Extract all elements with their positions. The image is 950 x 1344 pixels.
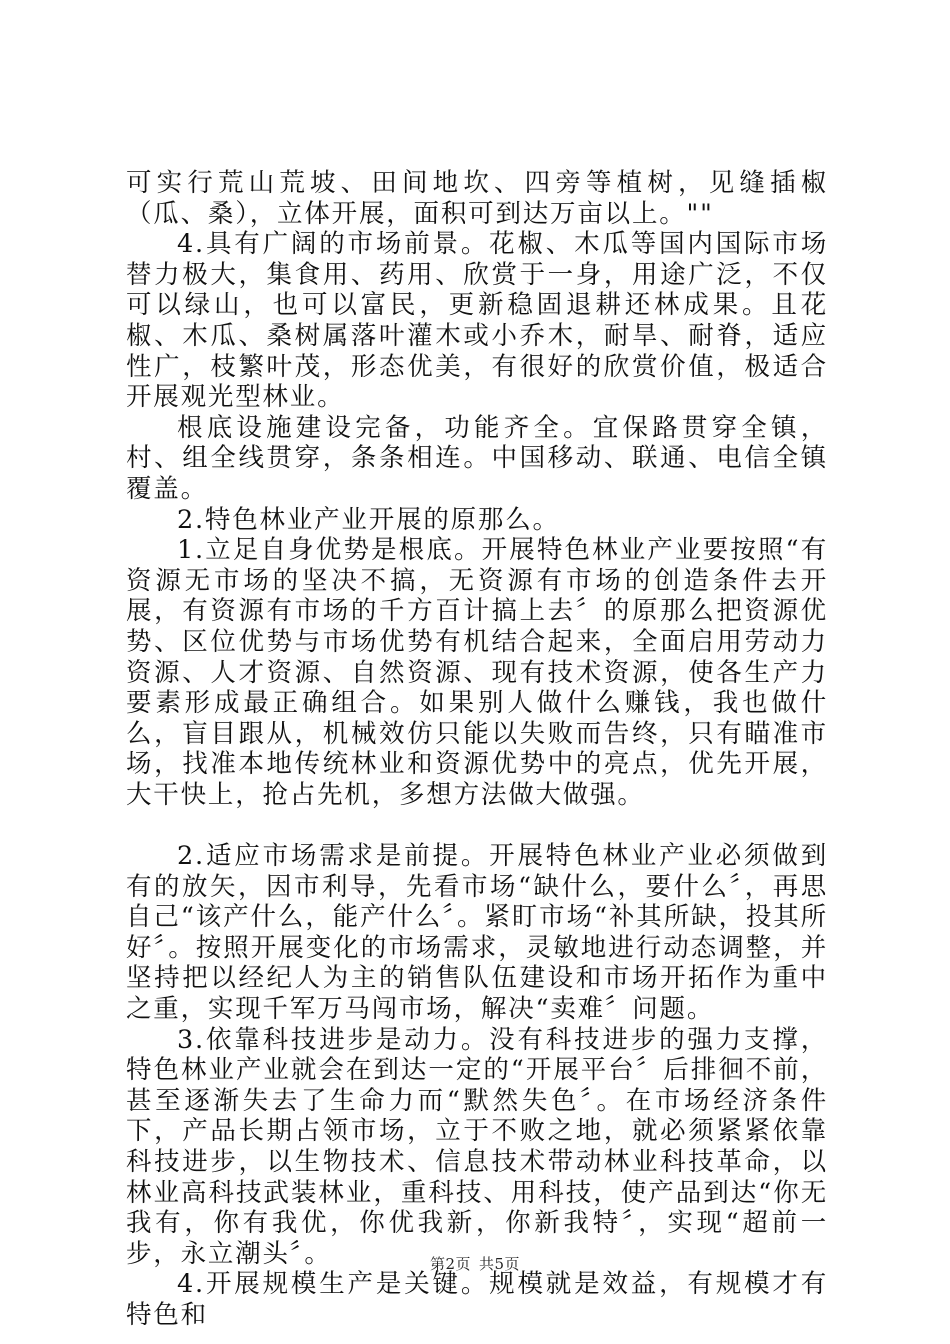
section-heading-principles: 2.特色林业产业开展的原那么。 [177,504,560,535]
paragraph-continuation: 可实行荒山荒坡、田间地坎、四旁等植树，见缝插椒（瓜、桑），立体开展，面积可到达万亩以上。"" [126,168,828,229]
paragraph-principle-3: 3.依靠科技进步是动力。没有科技进步的强力支撑，特色林业产业就会在到达一定的“开展平台〞后排徊不前，甚至逐渐失去了生命力而“默然失色〞。在市场经济条件下，产品长期占领市场，立于不败之地，就必须紧紧依靠科技进步，以生物技术、信息技术带动林业科技革命，以林业高科技武装林业，重科技、用科技，使产品到达“你无我有，你有我优，你优我新，你新我特〞，实现“超前一步，永立潮头〞。 [126,1024,828,1269]
page-footer [0,1254,950,1274]
paragraph-principle-4: 4.开展规模生产是关键。规模就是效益，有规模才有特色和 [126,1269,828,1330]
paragraph-market-prospect: 4.具有广阔的市场前景。花椒、木瓜等国内国际市场替力极大，集食用、药用、欣赏于一身，用途广泛，不仅可以绿山，也可以富民，更新稳固退耕还林成果。且花椒、木瓜、桑树属落叶灌木或小乔木，耐旱、耐脊，适应性广，枝繁叶茂，形态优美，有很好的欣赏价值，极适合开展观光型林业。 [126,229,828,413]
document-body [126,168,828,1331]
paragraph-principle-2: 2.适应市场需求是前提。开展特色林业产业必须做到有的放矢，因市利导，先看市场“缺什么，要什么〞，再思自己“该产什么，能产什么〞。紧盯市场“补其所缺，投其所好〞。按照开展变化的市场需求，灵敏地进行动态调整，并坚持把以经纪人为主的销售队伍建设和市场开拓作为重中之重，实现千军万马闯市场，解决“卖难〞问题。 [126,841,828,1025]
paragraph-infrastructure: 根底设施建设完备，功能齐全。宜保路贯穿全镇，村、组全线贯穿，条条相连。中国移动、联通、电信全镇覆盖。 [126,412,828,504]
page-number: 第2页 [429,1255,471,1273]
paragraph-principle-1: 1.立足自身优势是根底。开展特色林业产业要按照“有资源无市场的坚决不搞，无资源有市场的创造条件去开展，有资源有市场的千方百计搞上去〞的原那么把资源优势、区位优势与市场优势有机结合起来，全面启用劳动力资源、人才资源、自然资源、现有技术资源，使各生产力要素形成最正确组合。如果别人做什么赚钱，我也做什么，盲目跟从，机械效仿只能以失败而告终，只有瞄准市场，找准本地传统林业和资源优势中的亮点，优先开展，大干快上，抢占先机，多想方法做大做强。 [126,535,828,810]
blank-line [126,810,828,841]
page-total: 共5页 [479,1255,521,1273]
